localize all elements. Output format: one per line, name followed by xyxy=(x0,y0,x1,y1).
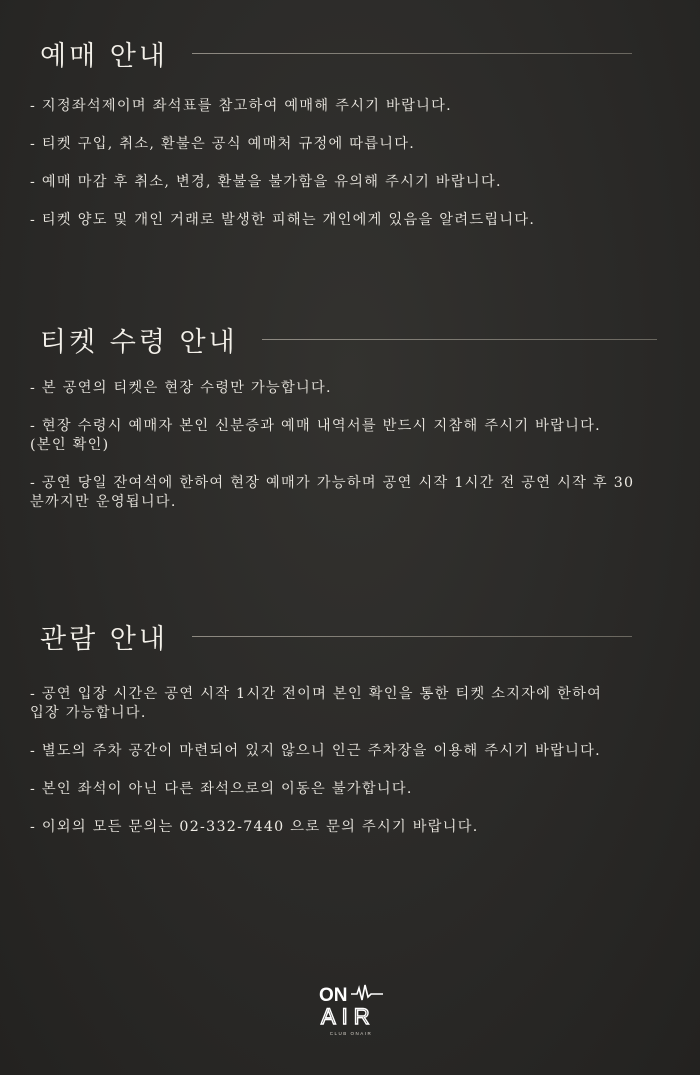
viewing-info-heading-row xyxy=(40,617,632,656)
list-item: - 별도의 주차 공간이 마련되어 있지 않으니 인근 주차장을 이용해 주시기 바랍니다. xyxy=(30,743,601,759)
ticketing-info-divider xyxy=(192,53,632,54)
list-item: - 공연 당일 잔여석에 한하여 현장 예매가 가능하며 공연 시작 1시간 전 공연 시작 후 30 분까지만 운영됩니다. xyxy=(30,475,635,510)
ticket-pickup-list xyxy=(30,379,680,512)
list-item: - 티켓 양도 및 개인 거래로 발생한 피해는 개인에게 있음을 알려드립니다. xyxy=(30,212,536,228)
list-item: - 이외의 모든 문의는 02-332-7440 으로 문의 주시기 바랍니다. xyxy=(30,819,479,835)
logo-line2: AIR xyxy=(321,1004,376,1029)
ticket-pickup-heading-row xyxy=(40,320,657,359)
list-item: - 본 공연의 티켓은 현장 수령만 가능합니다. xyxy=(30,380,332,396)
ticketing-info-title: 예매 안내 xyxy=(40,41,168,72)
logo-line1: ON xyxy=(319,985,348,1006)
list-item: - 공연 입장 시간은 공연 시작 1시간 전이며 본인 확인을 통한 티켓 소지자에 한하여 입장 가능합니다. xyxy=(30,686,603,721)
list-item: - 예매 마감 후 취소, 변경, 환불을 불가함을 유의해 주시기 바랍니다. xyxy=(30,174,502,190)
list-item: - 현장 수령시 예매자 본인 신분증과 예매 내역서를 반드시 지참해 주시기 바랍니다. (본인 확인) xyxy=(30,418,601,453)
ticket-pickup-title: 티켓 수령 안내 xyxy=(40,327,238,358)
club-onair-logo-icon xyxy=(313,980,389,1038)
ticket-pickup-divider xyxy=(262,339,657,340)
viewing-info-title: 관람 안내 xyxy=(40,624,168,655)
viewing-info-list xyxy=(30,685,680,837)
ticketing-info-list xyxy=(30,97,680,230)
list-item: - 본인 좌석이 아닌 다른 좌석으로의 이동은 불가합니다. xyxy=(30,781,413,797)
logo-tagline: CLUB ONAIR xyxy=(329,1031,373,1036)
logo-pulse-mark xyxy=(351,985,383,1000)
ticketing-info-heading-row xyxy=(40,34,632,73)
club-onair-logo-svg xyxy=(313,980,389,1038)
list-item: - 티켓 구입, 취소, 환불은 공식 예매처 규정에 따릅니다. xyxy=(30,136,416,152)
viewing-info-divider xyxy=(192,636,632,637)
list-item: - 지정좌석제이며 좌석표를 참고하여 예매해 주시기 바랍니다. xyxy=(30,98,452,114)
